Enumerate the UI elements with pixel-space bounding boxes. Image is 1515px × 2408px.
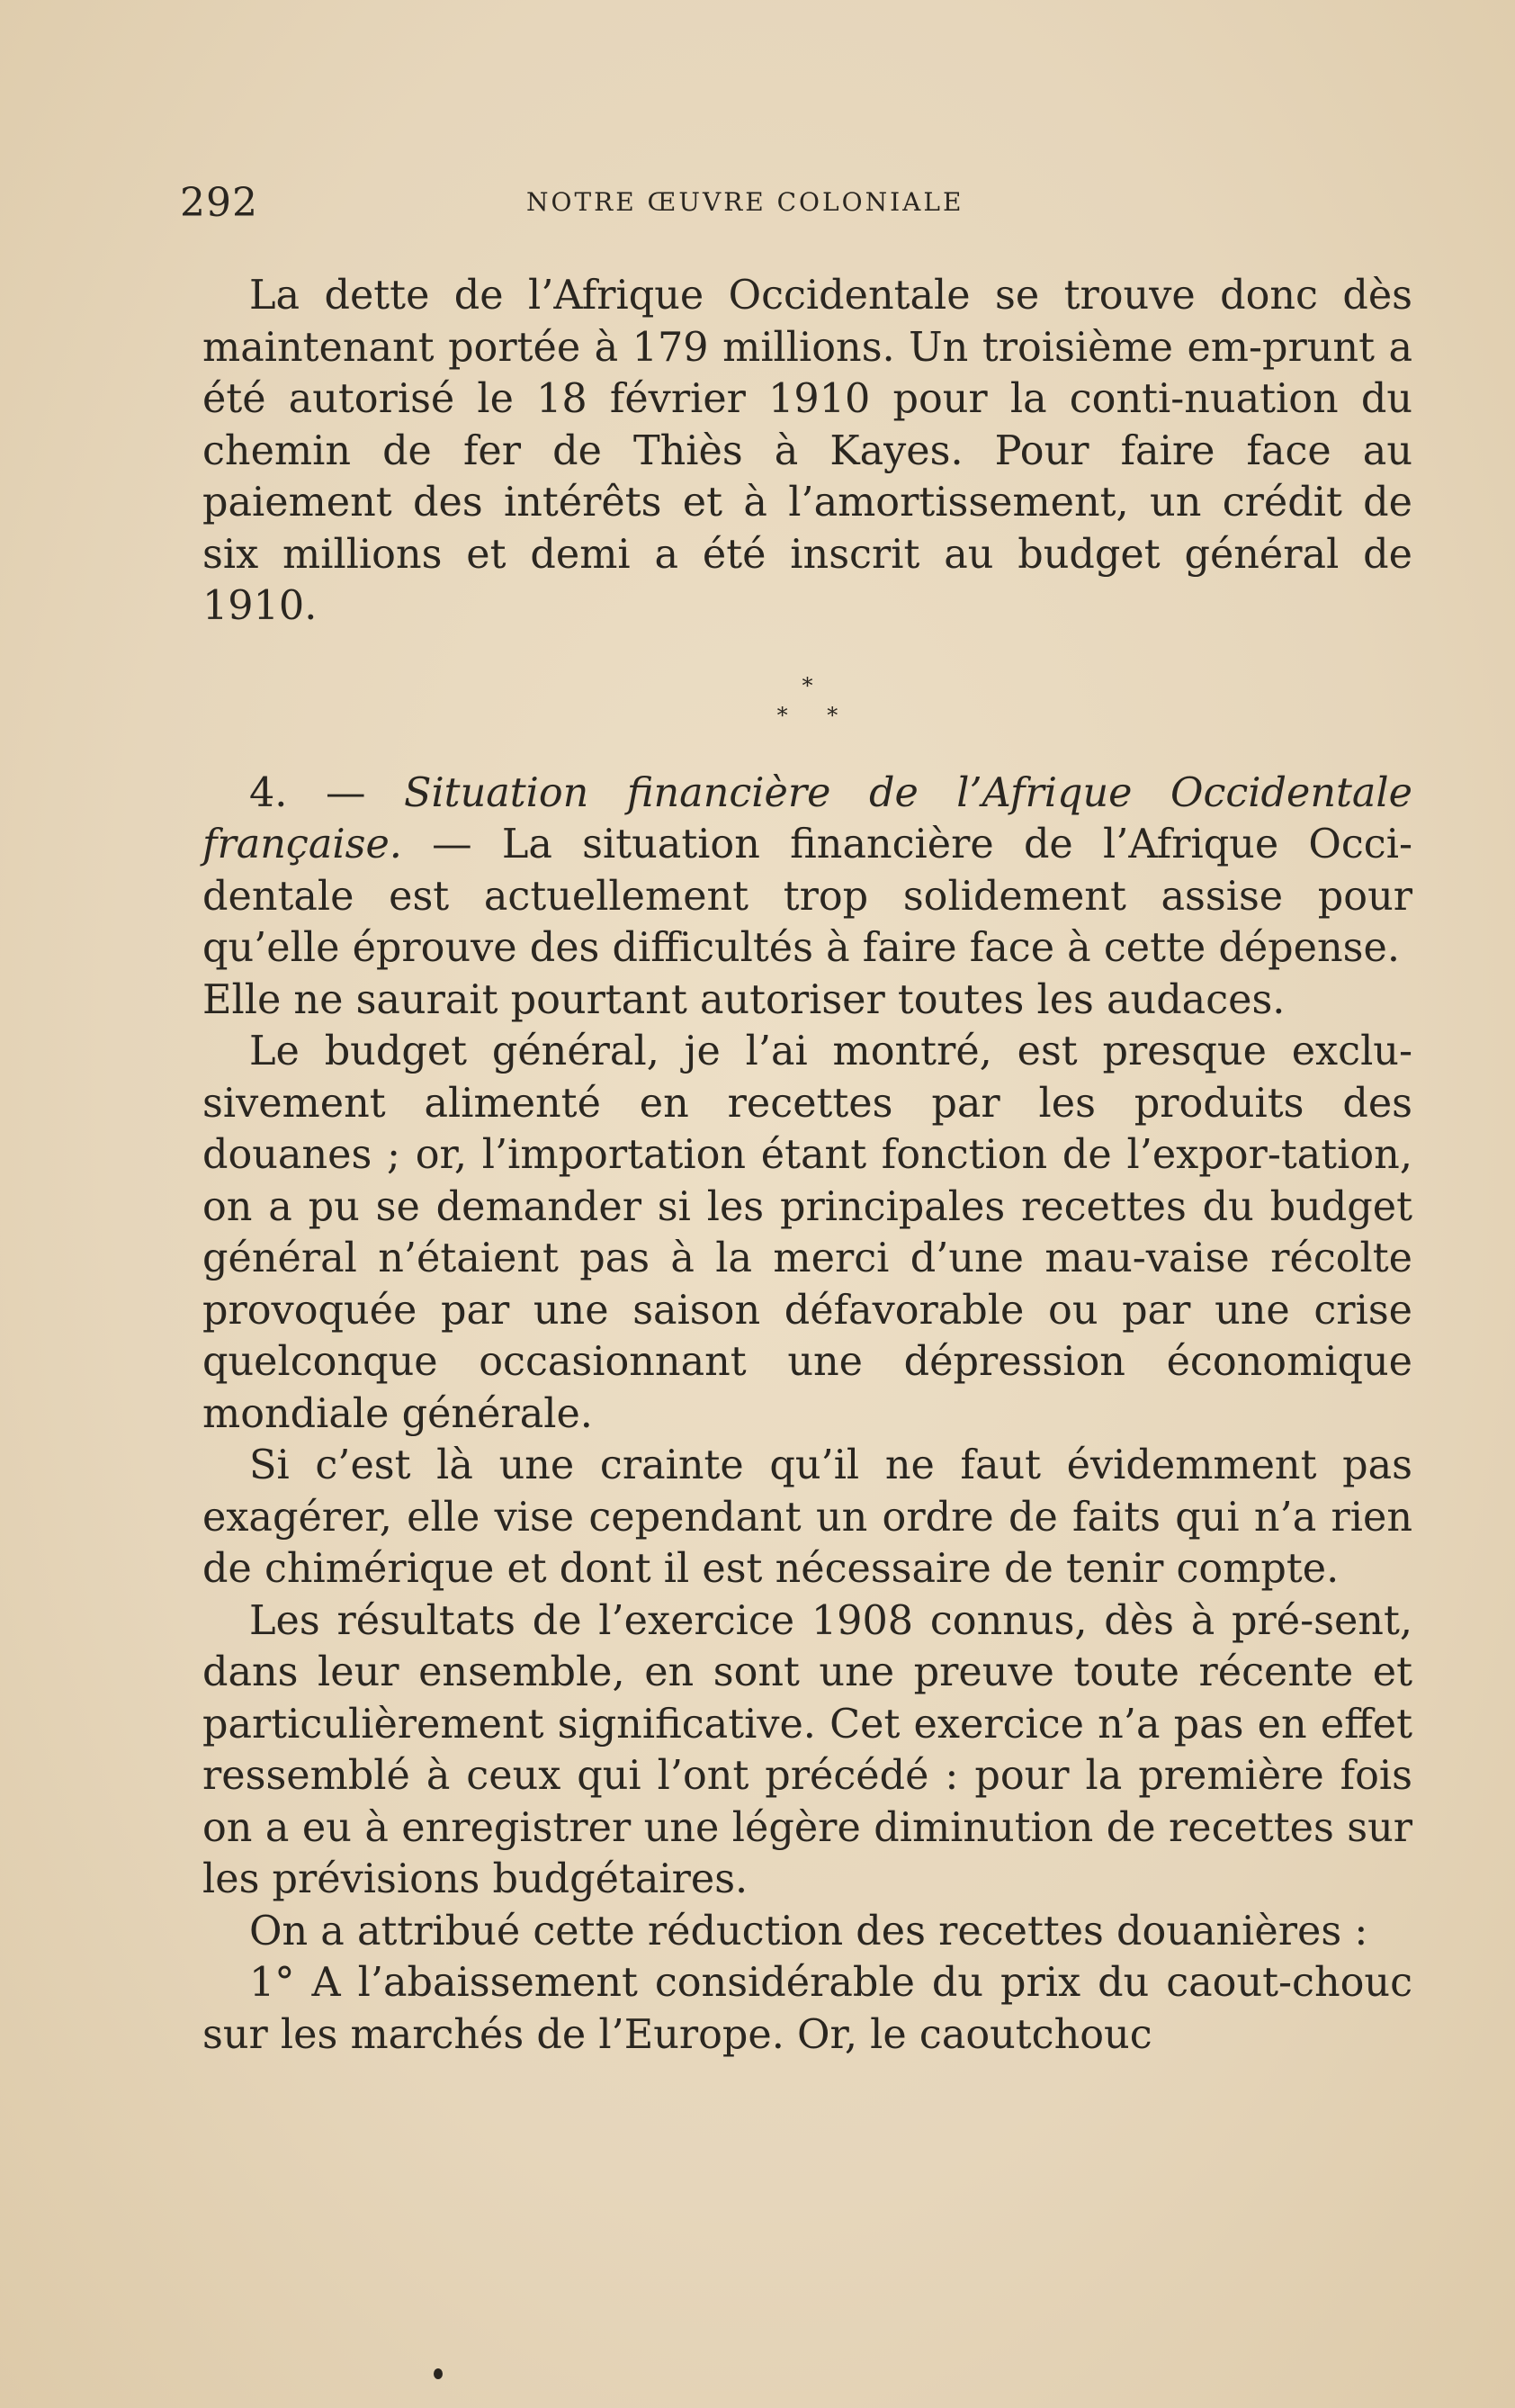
section-title: Situation financière de l’Afrique Occidentale française. [202, 769, 1412, 867]
page-number: 292 [180, 180, 258, 226]
running-title: NOTRE ŒUVRE COLONIALE [526, 187, 964, 217]
ink-dot [434, 2368, 443, 2379]
paragraph-section-4 [202, 768, 1412, 975]
page-header [180, 180, 1295, 234]
paragraph-caoutchouc: 1° A l’abaissement considérable du prix du caout-chouc sur les marchés de l’Europe. Or, le caoutchouc [202, 1960, 1412, 2058]
body-text [202, 270, 1412, 2061]
paragraph-crainte: Si c’est là une crainte qu’il ne faut évidemment pas exagérer, elle vise cependant un ordre de faits qui n’a rien de chimérique et dont il est nécessaire de tenir compte. [202, 1442, 1412, 1592]
paragraph-budget: Le budget général, je l’ai montré, est presque exclu-sivement alimenté en recettes par les produits des douanes ; or, l’importation étant fonction de l’expor-tation, on a pu se demander si les principales recettes du budget général n’étaient pas à la merci d’une mau-vaise récolte provoquée par une saison défavorable ou par une crise quelconque occasionnant une dépression économique mondiale générale. [202, 1029, 1412, 1437]
asterism-top: * [802, 672, 813, 698]
section-number: 4. — [249, 769, 404, 816]
asterism-bottom: * * [776, 702, 855, 728]
section-intro-text: — La situation financière de l’Afrique Occi-dentale est actuellement trop solidement assise pour qu’elle éprouve des difficultés à faire face à cette dépense. [202, 822, 1412, 971]
paragraph-attribution: On a attribué cette réduction des recettes douanières : [249, 1908, 1368, 1954]
paragraph-audaces: Elle ne saurait pourtant autoriser toutes les audaces. [202, 976, 1286, 1023]
paragraph-resultats-1908: Les résultats de l’exercice 1908 connus, dès à pré-sent, dans leur ensemble, en sont une preuve toute récente et particulièrement significative. Cet exercice n’a pas en effet ressemblé à ceux qui l’ont précédé : pour la première fois on a eu à enregistrer une légère diminution de recettes sur les prévisions budgétaires. [202, 1597, 1412, 1902]
asterism-separator [202, 633, 1412, 768]
paragraph-debt: La dette de l’Afrique Occidentale se trouve donc dès maintenant portée à 179 millions. Un troisième em-prunt a été autorisé le 18 février 1910 pour la conti-nuation du chemin de fer de Thiès à Kayes. Pour faire face au paiement des intérêts et à l’amortissement, un crédit de six millions et demi a été inscrit au budget général de 1910. [202, 273, 1412, 629]
